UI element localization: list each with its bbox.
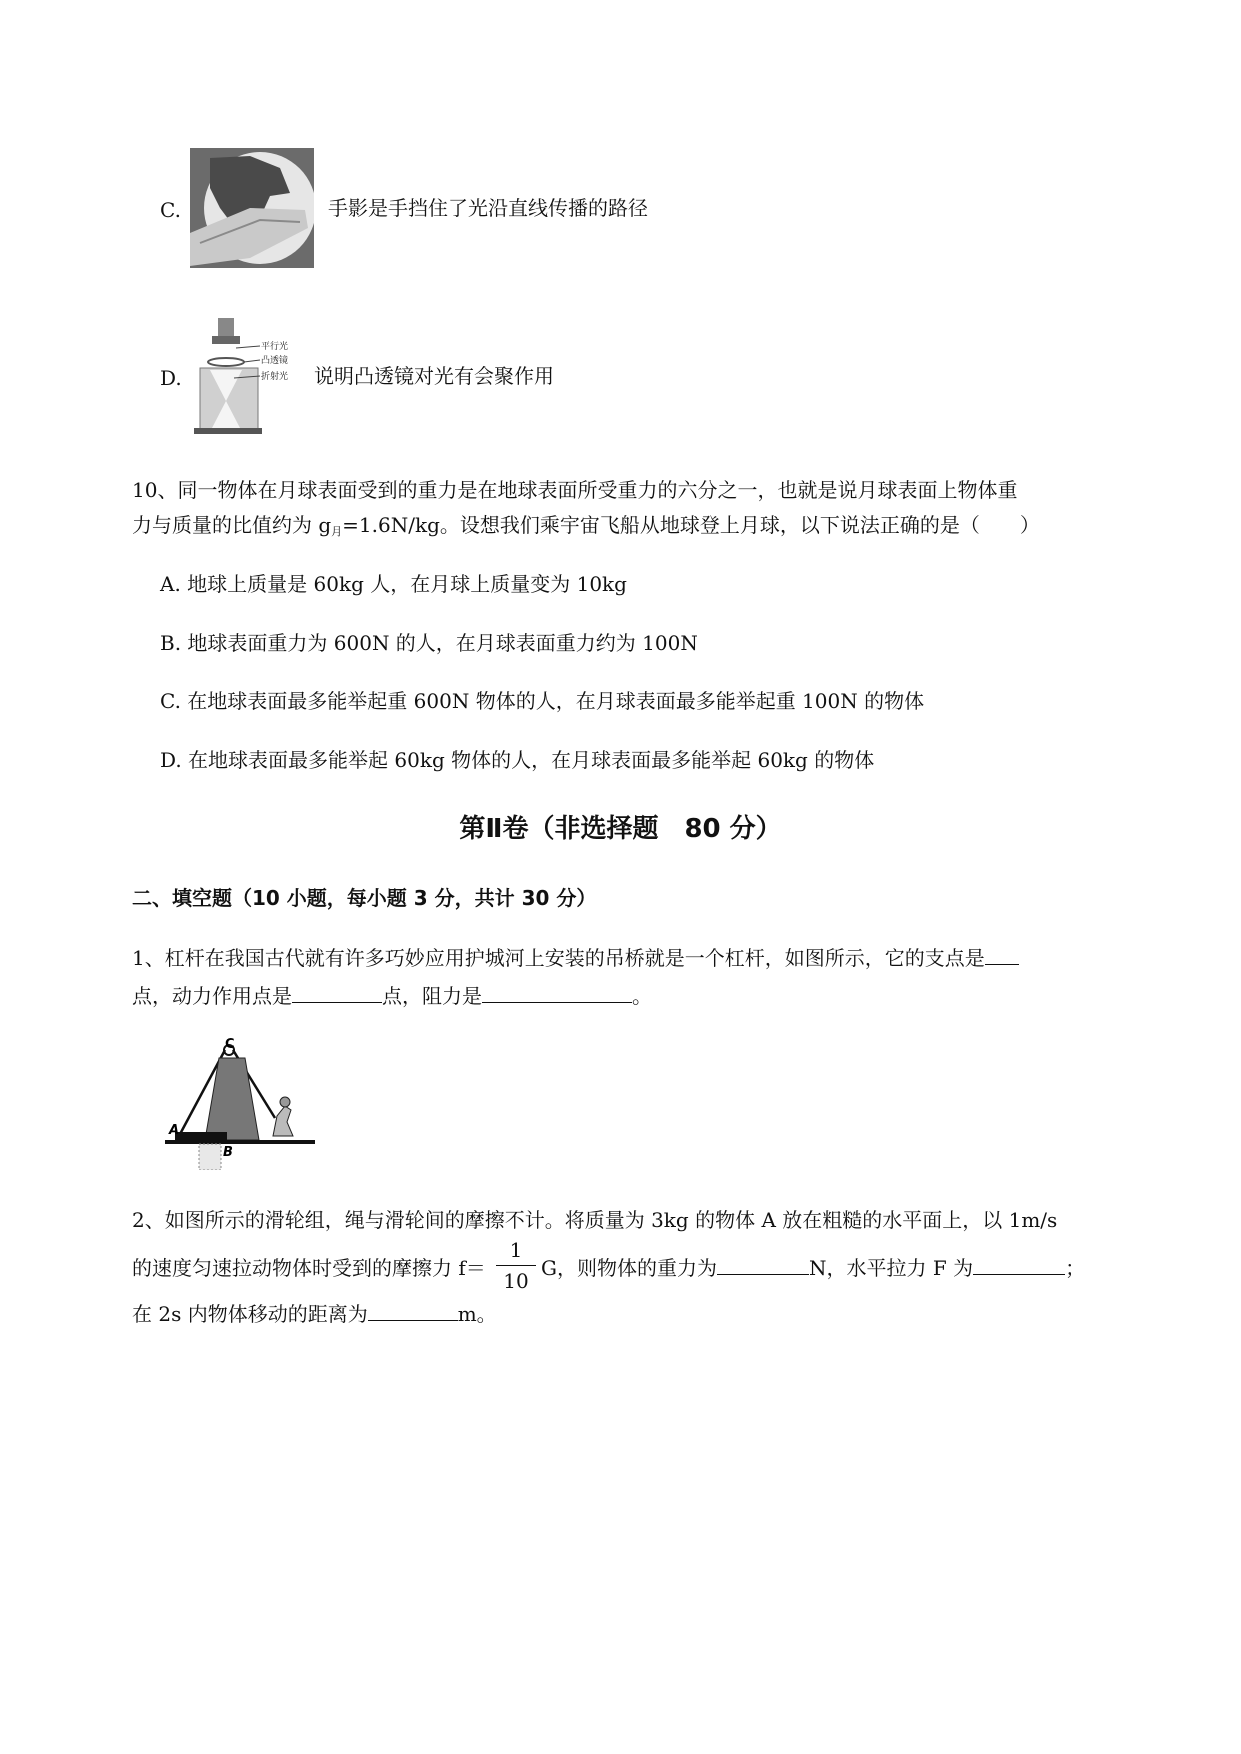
fraction-one-tenth [496, 1238, 536, 1293]
section-title: 二、填空题（10 小题，每小题 3 分，共计 30 分） [132, 886, 597, 910]
f2-line2a: 的速度匀速拉动物体时受到的摩擦力 f＝ [132, 1256, 486, 1280]
option-c-label: C. [160, 198, 181, 222]
f1-line1: 1、杠杆在我国古代就有许多巧妙应用护城河上安装的吊桥就是一个杠杆，如图所示，它的支点是 [132, 944, 1019, 972]
blank-distance[interactable] [368, 1300, 458, 1321]
blank-pull-force[interactable] [973, 1254, 1065, 1275]
f1-line2: 点，动力作用点是 点，阻力是 。 [132, 984, 652, 1008]
q10-option-d: D. 在地球表面最多能举起 60kg 物体的人，在月球表面最多能举起 60kg 的物体 [160, 748, 875, 772]
hand-shadow-image [190, 148, 314, 268]
option-c-text: 手影是手挡住了光沿直线传播的路径 [328, 196, 648, 220]
label-convex-lens: 凸透镜 [261, 356, 289, 366]
q10-option-a: A. 地球上质量是 60kg 人，在月球上质量变为 10kg [160, 572, 627, 596]
label-parallel-light: 平行光 [261, 342, 289, 352]
convex-lens-experiment-image [190, 316, 300, 436]
q10-line1: 10、同一物体在月球表面受到的重力是在地球表面所受重力的六分之一，也就是说月球表面上物体重 [132, 478, 1018, 502]
f2-line1: 2、如图所示的滑轮组，绳与滑轮间的摩擦不计。将质量为 3kg 的物体 A 放在粗糙的水平面上，以 1m/s [132, 1208, 1058, 1232]
drawbridge-lever-figure [155, 1036, 315, 1170]
blank-gravity[interactable] [717, 1254, 809, 1275]
option-d-label: D. [160, 366, 182, 390]
part2-title: 第Ⅱ卷（非选择题 80 分） [459, 814, 782, 844]
f2-line2b: G，则物体的重力为 N，水平拉力 F 为 ； [541, 1256, 1086, 1280]
blank-effort-point[interactable] [292, 982, 382, 1003]
blank-resistance[interactable] [482, 982, 632, 1003]
blank-fulcrum[interactable] [985, 944, 1019, 965]
q10-option-b: B. 地球表面重力为 600N 的人，在月球表面重力约为 100N [160, 631, 698, 655]
point-b-label: B [223, 1145, 233, 1160]
point-a-label: A [169, 1123, 180, 1138]
fraction-denominator: 10 [503, 1269, 529, 1293]
option-d-text: 说明凸透镜对光有会聚作用 [314, 364, 554, 388]
point-c-label: C [225, 1037, 235, 1052]
q10-option-c: C. 在地球表面最多能举起重 600N 物体的人，在月球表面最多能举起重 100N 的物体 [160, 689, 925, 713]
fraction-numerator: 1 [509, 1238, 523, 1262]
label-refracted-light: 折射光 [261, 372, 289, 382]
q10-line2: 力与质量的比值约为 $g_月=1.6N/kg$。设想我们乘宇宙飞船从地球登上月球，以下说法正确的是（ ） [132, 513, 1040, 538]
f2-line3: 在 2s 内物体移动的距离为 m。 [132, 1302, 497, 1326]
